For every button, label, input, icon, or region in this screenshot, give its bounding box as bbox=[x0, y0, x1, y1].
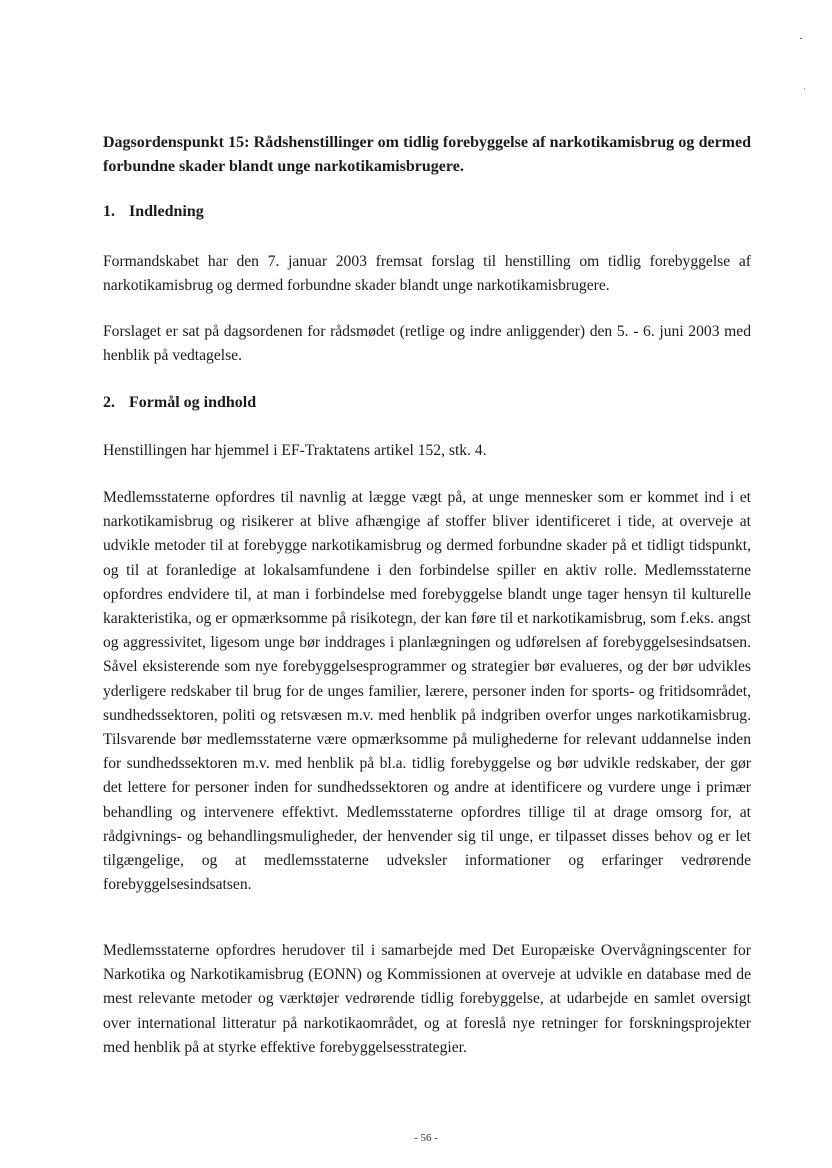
paragraph: Henstillingen har hjemmel i EF-Traktatens artikel 152, stk. 4. bbox=[103, 442, 487, 459]
section-heading-text: Formål og indhold bbox=[129, 394, 257, 411]
paragraph: Medlemsstaterne opfordres herudover til i samarbejde med Det Europæiske Overvågningscenter for Narkotika og Narkotikamisbrug (EONN) og Kommissionen at overveje at udvikle en database med de mest relevante metoder og værktøjer vedrørende tidlig forebyggelse, at udarbejde en samlet oversigt over international litteratur på narkotikaområdet, og at foreslå nye retninger for forskningsprojekter med henblik på at styrke effektive forebyggelsesstrategier. bbox=[103, 942, 751, 1056]
paragraph: Formandskabet har den 7. januar 2003 fremsat forslag til henstilling om tidlig forebyggelse af narkotikamisbrug og dermed forbundne skader blandt unge narkotikamisbrugere. bbox=[103, 253, 751, 295]
scan-speck bbox=[800, 38, 802, 39]
paragraph: Medlemsstaterne opfordres til navnlig at lægge vægt på, at unge mennesker som er kommet ind i et narkotikamisbrug og risikerer at blive afhængige af stoffer bliver identificeret i tide, at overveje at udvikle metoder til at forebygge narkotikamisbrug og dermed forbundne skader på et tidligt tidspunkt, og til at foranledige at lokalsamfundene i den forbindelse spiller en aktiv rolle. Medlemsstaterne opfordres endvidere til, at man i forbindelse med forebyggelse blandt unge tager hensyn til kulturelle karakteristika, og er opmærksomme på risikotegn, der kan føre til et narkotikamisbrug, som f.eks. angst og aggressivitet, ligesom unge bør inddrages i planlægningen og udførelsen af forebyggelsesindsatsen. Såvel eksisterende som nye forebyggelsesprogrammer og strategier bør evalueres, og der bør udvikles yderligere redskaber til brug for de unges familier, lærere, personer inden for sports- og fritidsområdet, sundhedssektoren, politi og retsvæsen m.v. med henblik på indgriben overfor unges narkotikamisbrug. Tilsvarende bør medlemsstaterne være opmærksomme på mulighederne for relevant uddannelse inden for sundhedssektoren m.v. med henblik på bl.a. tidlig forebyggelse og bør udvikle redskaber, der gør det lettere for personer inden for sundhedssektoren og andre at identificere og vurdere unge i primær behandling og intervenere effektivt. Medlemsstaterne opfordres tillige til at drage omsorg for, at rådgivnings- og behandlingsmuligheder, der henvender sig til unge, er tilpasset disses behov og er let tilgængelige, og at medlemsstaterne udveksler informationer og erfaringer vedrørende forebyggelsesindsatsen. bbox=[103, 489, 751, 894]
document-title: Dagsordenspunkt 15: Rådshenstillinger om tidlig forebyggelse af narkotikamisbrug og dermed forbundne skader blandt unge narkotikamisbrugere. bbox=[103, 134, 751, 175]
scan-speck bbox=[804, 88, 805, 89]
section-number: 1. bbox=[103, 203, 115, 220]
section-heading-1 bbox=[103, 200, 204, 224]
paragraph: Forslaget er sat på dagsordenen for rådsmødet (retlige og indre anliggender) den 5. - 6. juni 2003 med henblik på vedtagelse. bbox=[103, 323, 751, 365]
page-number: - 56 - bbox=[414, 1132, 438, 1144]
section-heading-text: Indledning bbox=[129, 203, 204, 220]
section-number: 2. bbox=[103, 394, 115, 411]
section-heading-2 bbox=[103, 391, 256, 415]
